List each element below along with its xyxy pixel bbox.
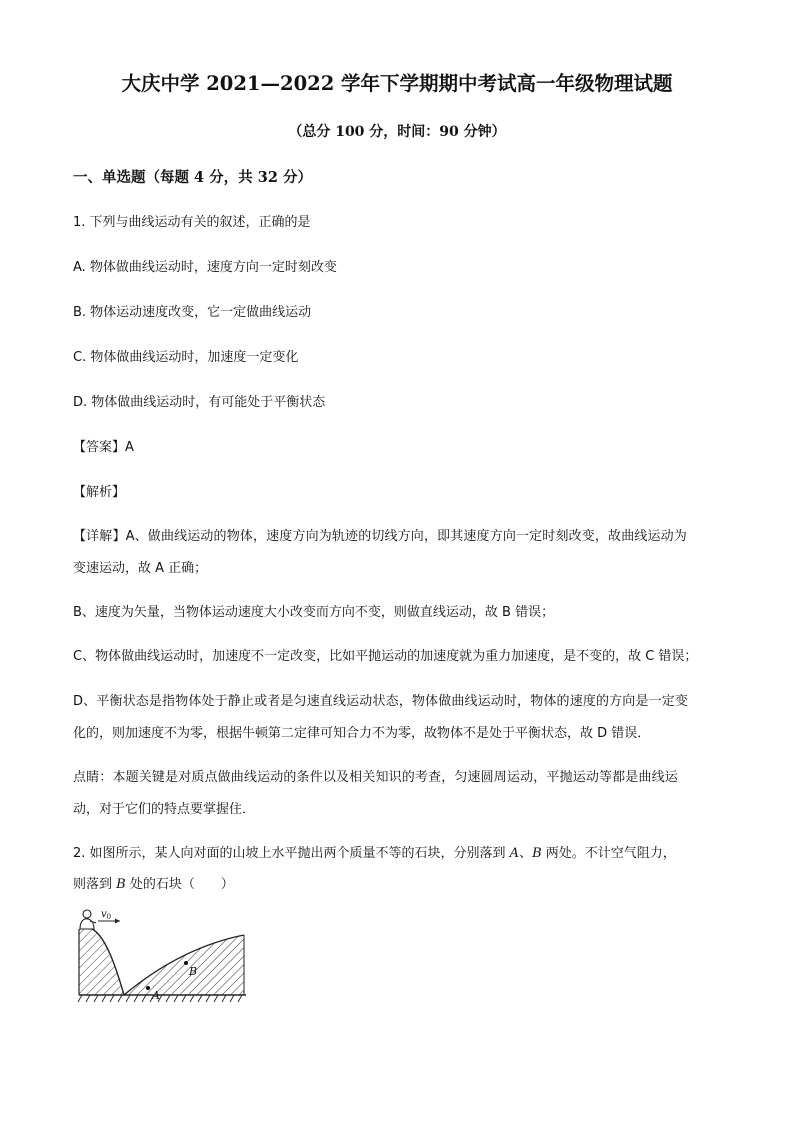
- exam-subtitle: （总分 100 分，时间：90 分钟）: [288, 124, 506, 140]
- exam-title: 大庆中学 2021—2022 学年下学期期中考试高一年级物理试题: [121, 72, 673, 95]
- question-1-stem: 1. 下列与曲线运动有关的叙述，正确的是: [73, 215, 311, 230]
- explanation-line-2: 变速运动，故 A 正确；: [73, 561, 208, 576]
- point-a-dot: [146, 986, 150, 990]
- explanation-line-8: 动，对于它们的特点要掌握住．: [73, 802, 256, 817]
- explanation-line-7: 点睛：本题关键是对质点做曲线运动的条件以及相关知识的考查，匀速圆周运动，平抛运动等都是曲线运: [73, 770, 678, 785]
- ground-hatch: [78, 995, 242, 1002]
- question-1-option-c: C. 物体做曲线运动时，加速度一定变化: [73, 350, 299, 365]
- explanation-line-4: C、物体做曲线运动时，加速度不一定改变，比如平抛运动的加速度就为重力加速度，是不变的，故 C 错误；: [73, 649, 698, 664]
- answer-line: 【答案】A: [73, 440, 134, 455]
- explanation-line-1: 【详解】A、做曲线运动的物体，速度方向为轨迹的切线方向，即其速度方向一定时刻改变，故曲线运动为: [73, 529, 687, 544]
- explanation-line-6: 化的，则加速度不为零，根据牛顿第二定律可知合力不为零，故物体不是处于平衡状态，故 D 错误．: [73, 726, 651, 741]
- velocity-label: $v_0$: [101, 909, 112, 921]
- question-2-stem2-suffix: 处的石块（ ）: [125, 877, 234, 892]
- point-a-label: A: [152, 989, 160, 1002]
- velocity-arrowhead: [115, 919, 120, 924]
- explanation-line-5: D、平衡状态是指物体处于静止或者是匀速直线运动状态，物体做曲线运动时，物体的速度的方向是一定变: [73, 694, 689, 709]
- question-2-stem-prefix: 2. 如图所示，某人向对面的山坡上水平抛出两个质量不等的石块，分别落到: [73, 846, 510, 861]
- point-b-ref: B: [532, 846, 542, 861]
- thrower-figure: [80, 910, 96, 929]
- section-heading: 一、单选题（每题 4 分，共 32 分）: [73, 169, 312, 186]
- projectile-slope-figure: [74, 905, 254, 1015]
- question-2-stem-line-1: [73, 842, 676, 861]
- question-2-stem2-prefix: 则落到: [73, 877, 117, 892]
- question-1-option-b: B. 物体运动速度改变，它一定做曲线运动: [73, 305, 312, 320]
- point-b-label: B: [189, 965, 198, 978]
- point-b-ref-2: B: [116, 877, 126, 892]
- question-1-option-d: D. 物体做曲线运动时，有可能处于平衡状态: [73, 395, 326, 410]
- question-2-stem-line-2: [73, 873, 234, 892]
- analysis-heading: 【解析】: [73, 485, 126, 500]
- point-a-ref: A: [509, 846, 520, 861]
- separator: 、: [519, 846, 533, 861]
- right-slope: [124, 935, 244, 995]
- question-1-option-a: A. 物体做曲线运动时，速度方向一定时刻改变: [73, 260, 337, 275]
- question-2-stem-suffix: 两处。不计空气阻力，: [541, 846, 676, 861]
- explanation-line-3: B、速度为矢量，当物体运动速度大小改变而方向不变，则做直线运动，故 B 错误；: [73, 605, 555, 620]
- point-b-dot: [184, 961, 188, 965]
